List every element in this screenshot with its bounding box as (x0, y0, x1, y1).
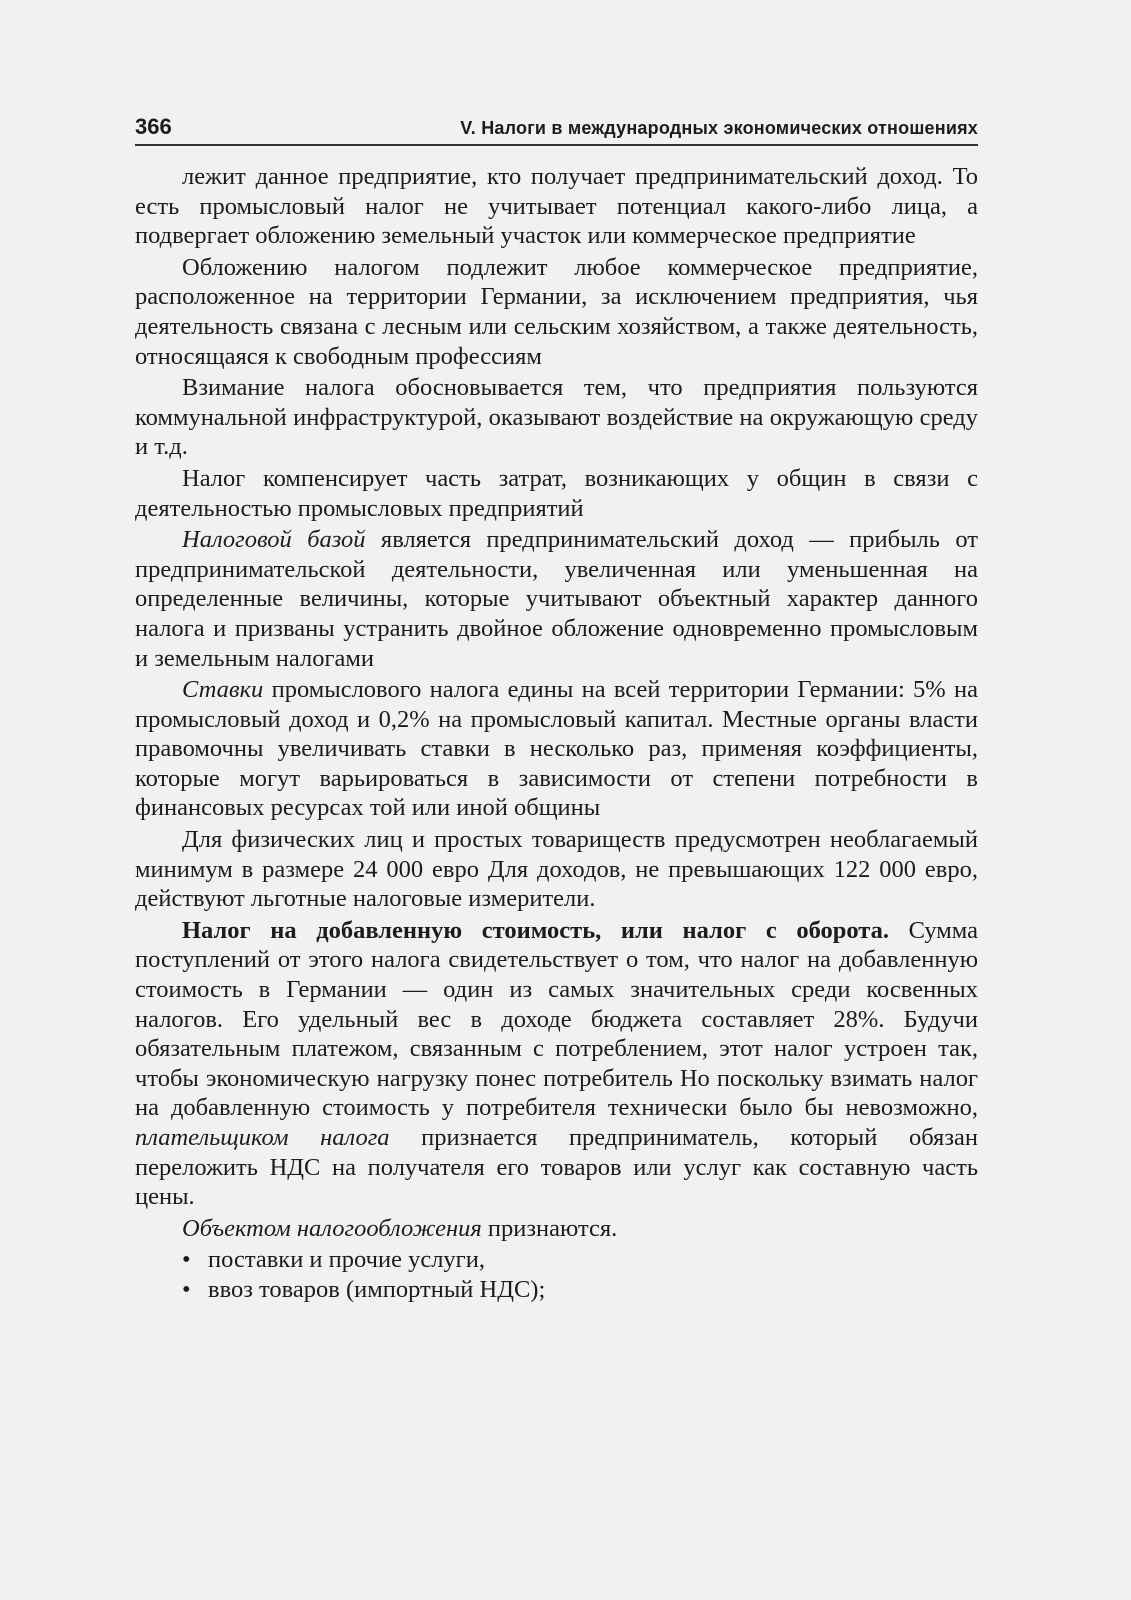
page-header (135, 114, 978, 146)
italic-term: Налоговой базой (182, 526, 366, 554)
body-text (135, 162, 978, 1305)
list-item (135, 1245, 978, 1275)
paragraph: Ставки промыслового налога едины на всей территории Германии: 5% на промысловый доход и 0,2% на промысловый капитал. Местные органы власти правомочны увеличивать ставки в несколько раз, применяя коэффициенты, которые могут варьироваться в зависимости от степени потребности в финансовых ресурсах той или иной общины (135, 676, 978, 822)
bullet-icon: • (182, 1275, 191, 1303)
italic-term: плательщиком налога (135, 1124, 390, 1151)
bullet-icon: • (182, 1246, 191, 1274)
paragraph: Для физических лиц и простых товариществ предусмотрен необлагаемый минимум в размере 24 000 евро Для доходов, не превышающих 122 000 евро, действуют льготные налоговые измерители. (135, 826, 978, 913)
paragraph: Налог компенсирует часть затрат, возникающих у общин в связи с деятельностью промысловых предприятий (135, 464, 978, 522)
list-item-text: ввоз товаров (импортный НДС); (208, 1275, 546, 1303)
bullet-list (135, 1245, 978, 1304)
page-number: 366 (135, 114, 172, 139)
italic-term: Ставки (182, 676, 264, 704)
list-item-text: поставки и прочие услуги, (208, 1246, 485, 1274)
italic-term: Объектом налогообложения (182, 1214, 482, 1242)
paragraph: Обложению налогом подлежит любое коммерческое предприятие, расположенное на территории Германии, за исключением предприятия, чья деятельность связана с лесным или сельским хозяйством, а также деятельность, относящаяся к свободным профессиям (135, 253, 978, 370)
paragraph: Объектом налогообложения признаются. (182, 1214, 618, 1242)
section-run-in-heading: Налог на добавленную стоимость, или налог с оборота. (182, 916, 890, 944)
running-title: V. Налоги в международных экономических отношениях (460, 118, 978, 138)
paragraph: Налог на добавленную стоимость, или налог с оборота. Сумма поступлений от этого налога свидетельствует о том, что налог на добавленную стоимость в Германии — один из самых значительных среди косвенных налогов. Его удельный вес в доходе бюджета составляет 28%. Будучи обязательным платежом, связанным с потреблением, этот налог устроен так, чтобы экономическую нагрузку понес потребитель Но поскольку взимать налог на добавленную стоимость у потребителя технически было бы невозможно, плательщиком налога признается предприниматель, который обязан переложить НДС на получателя его товаров или услуг как составную часть цены. (135, 916, 979, 1211)
list-item (135, 1275, 978, 1305)
paragraph: Налоговой базой является предпринимательский доход — прибыль от предпринимательской деятельности, увеличенная или уменьшенная на определенные величины, которые учитывают объектный характер данного налога и призваны устранить двойное обложение одновременно промысловым и земельным налогами (135, 526, 978, 672)
paragraph: лежит данное предприятие, кто получает предпринимательский доход. То есть промысловый налог не учитывает потенциал какого-либо лица, а подвергает обложению земельный участок или коммерческое предприятие (135, 163, 978, 250)
paragraph: Взимание налога обосновывается тем, что предприятия пользуются коммунальной инфраструктурой, оказывают воздействие на окружающую среду и т.д. (135, 374, 978, 461)
